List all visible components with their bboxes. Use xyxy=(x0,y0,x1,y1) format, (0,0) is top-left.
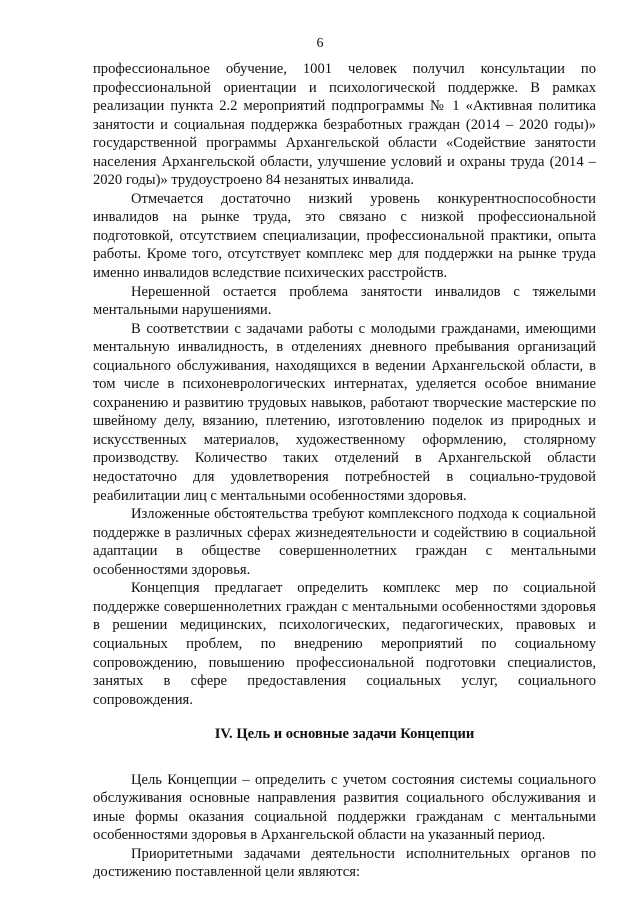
document-body xyxy=(93,60,596,882)
section-heading: IV. Цель и основные задачи Концепции xyxy=(214,726,475,743)
paragraph-concept-proposal: Концепция предлагает определить комплекс мер по социальной поддержке совершеннолетних граждан с ментальными особенностями здоровья в решении медицинских, психологических, педагогических, правовых и социальных проблем, по внедрению мероприятий по социальному сопровождению, повышению профессиональной подготовки специалистов, занятых в сфере предоставления социальных услуг, социального сопровождения. xyxy=(93,580,596,708)
page-number: 6 xyxy=(316,36,324,51)
paragraph-priority-tasks: Приоритетными задачами деятельности исполнительных органов по достижению поставленной цели являются: xyxy=(93,845,596,881)
paragraph-continuation-employment: профессиональное обучение, 1001 человек получил консультации по профессиональной ориентации и психологической поддержке. В рамках реализации пункта 2.2 мероприятий подпрограммы № 1 «Активная политика занятости и социальная поддержка безработных граждан (2014 – 2020 годы)» государственной программы Архангельской области «Содействие занятости населения Архангельской области, улучшение условий и охраны труда (2014 – 2020 годы)» трудоустроено 84 незанятых инвалида. xyxy=(93,61,596,189)
paragraph-competitiveness: Отмечается достаточно низкий уровень конкурентноспособности инвалидов на рынке труда, это связано с низкой профессиональной подготовкой, отсутствием специализации, профессиональной практики, опыта работы. Кроме того, отсутствует комплекс мер для поддержки на рынке труда именно инвалидов вследствие психических расстройств. xyxy=(93,190,596,282)
paragraph-comprehensive-approach: Изложенные обстоятельства требуют комплексного подхода к социальной поддержке в различных сферах жизнедеятельности и содействию в социальной адаптации в обществе совершеннолетних граждан с ментальными особенностями здоровья. xyxy=(93,506,596,578)
paragraph-concept-goal: Цель Концепции – определить с учетом состояния системы социального обслуживания основные направления развития социального обслуживания и иные формы оказания социальной поддержки гражданам с ментальными особенностями здоровья в Архангельской области на указанный период. xyxy=(93,771,596,844)
paragraph-unresolved-problem: Нерешенной остается проблема занятости инвалидов с тяжелыми ментальными нарушениями. xyxy=(93,283,596,319)
paragraph-day-care-departments: В соответствии с задачами работы с молодыми гражданами, имеющими ментальную инвалидность, в отделениях дневного пребывания организаций социального обслуживания, находящихся в ведении Архангельской области, в том числе в психоневрологических интернатах, уделяется особое внимание сохранению и развитию трудовых навыков, работают творческие мастерские по швейному делу, вязанию, плетению, изготовлению поделок из природных и искусственных материалов, художественному оформлению, столярному производству. Количество таких отделений в Архангельской области недостаточно для удовлетворения потребностей в социально-трудовой реабилитации лиц с ментальными особенностями здоровья. xyxy=(93,320,596,504)
